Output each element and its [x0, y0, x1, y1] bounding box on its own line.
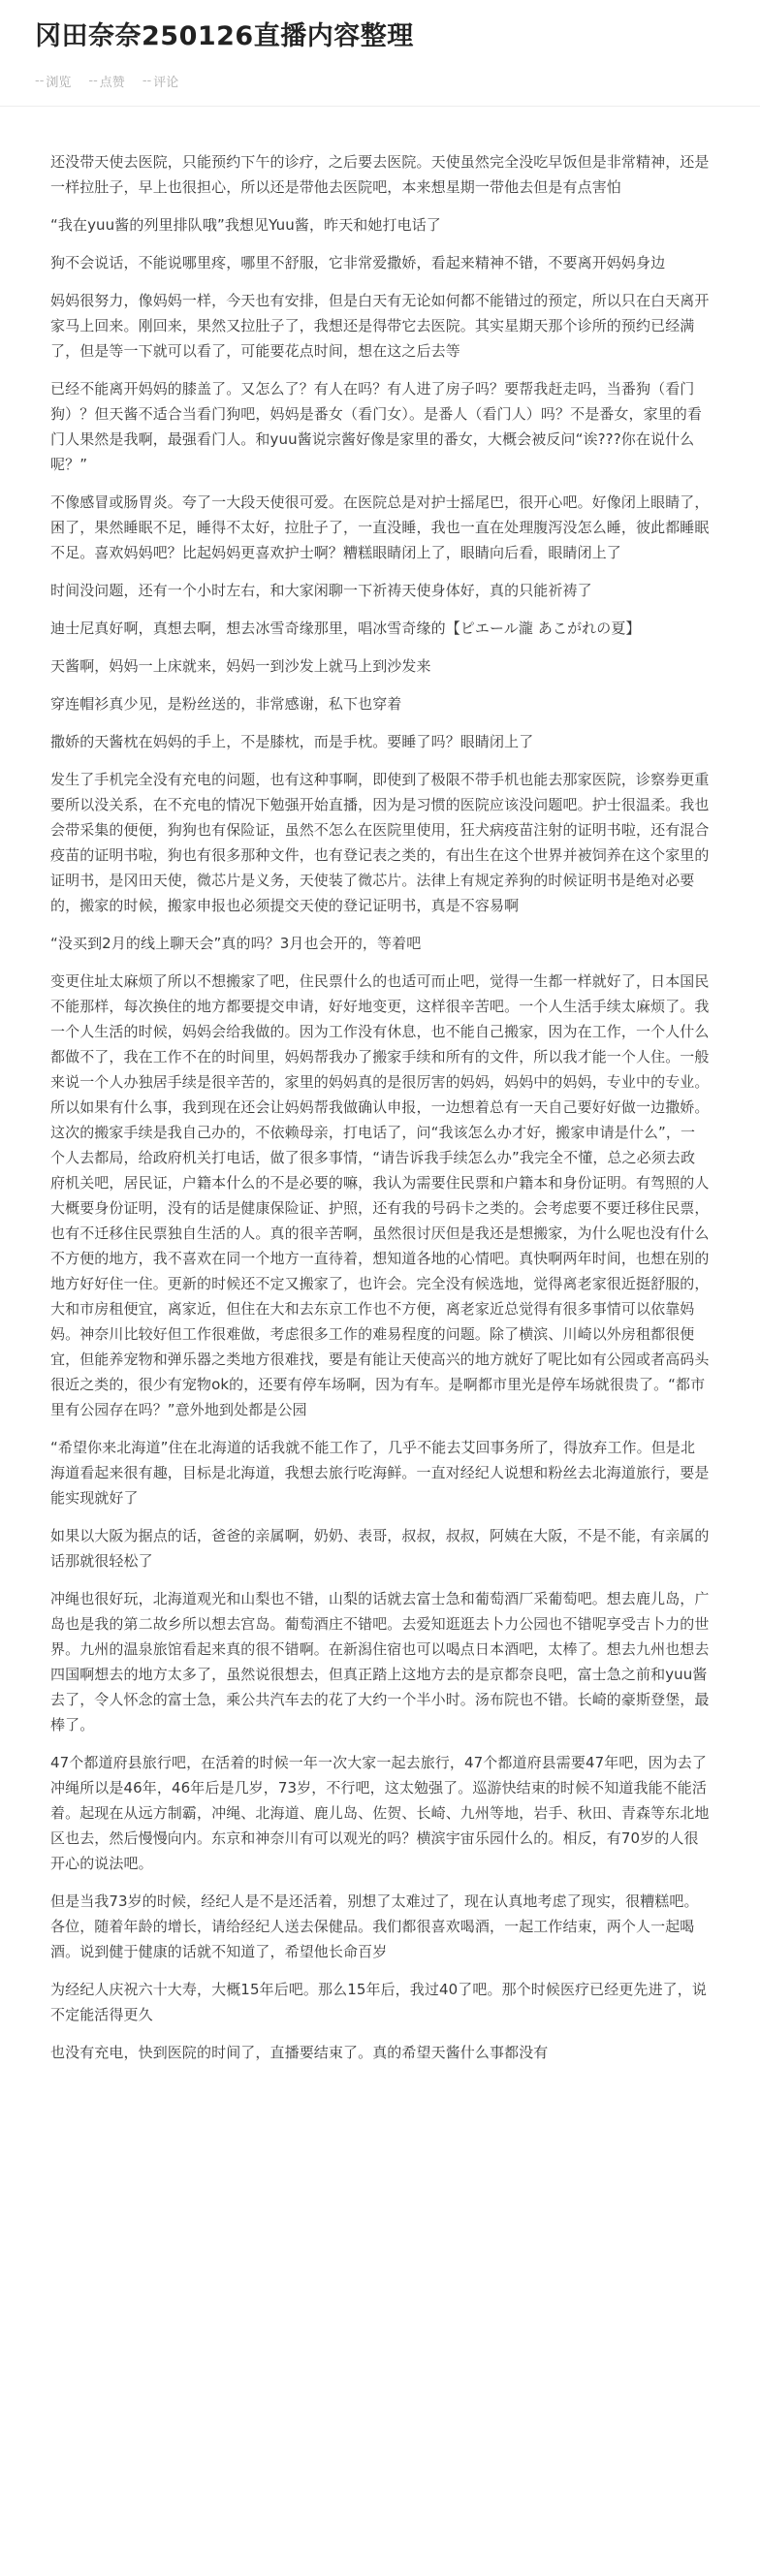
- paragraph: 撒娇的天酱枕在妈妈的手上，不是膝枕，而是手枕。要睡了吗？眼睛闭上了: [50, 733, 534, 750]
- paragraph: 穿连帽衫真少见，是粉丝送的，非常感谢，私下也穿着: [50, 695, 402, 713]
- paragraph: 不像感冒或肠胃炎。夸了一大段天使很可爱。在医院总是对护士摇尾巴，很开心吧。好像闭上眼睛了，困了，果然睡眠不足，睡得不太好，拉肚子了，一直没睡，我也一直在处理腹泻没怎么睡，彼此都睡眠不足。喜欢妈妈吧？比起妈妈更喜欢护士啊？糟糕眼睛闭上了，眼睛向后看，眼睛闭上了: [50, 493, 710, 561]
- article-title: 冈田奈奈250126直播内容整理: [35, 21, 414, 51]
- paragraph: 为经纪人庆祝六十大寿，大概15年后吧。那么15年后，我过40了吧。那个时候医疗已经更先进了，说不定能活得更久: [50, 1981, 707, 2023]
- article-meta: [35, 72, 725, 90]
- paragraph: “没买到2月的线上聊天会”真的吗？3月也会开的，等着吧: [50, 935, 422, 952]
- like-icon: --: [88, 74, 98, 88]
- paragraph: 也没有充电，快到医院的时间了，直播要结束了。真的希望天酱什么事都没有: [50, 2044, 549, 2061]
- article-header: [0, 0, 760, 90]
- article-body: [0, 107, 760, 2065]
- paragraph: 时间没问题，还有一个小时左右，和大家闲聊一下祈祷天使身体好，真的只能祈祷了: [50, 582, 592, 599]
- paragraph: “希望你来北海道”住在北海道的话我就不能工作了，几乎不能去艾回事务所了，得放弃工作。但是北海道看起来很有趣，目标是北海道，我想去旅行吃海鲜。一直对经纪人说想和粉丝去北海道旅行，要是能实现就好了: [50, 1439, 710, 1507]
- comments-stat[interactable]: [142, 72, 178, 90]
- paragraph: 47个都道府县旅行吧，在活着的时候一年一次大家一起去旅行，47个都道府县需要47年吧，因为去了冲绳所以是46年，46年后是几岁，73岁，不行吧，这太勉强了。巡游快结束的时候不知道我能不能活着。起现在从远方制霸，冲绳、北海道、鹿儿岛、佐贺、长崎、九州等地，岩手、秋田、青森等东北地区也去，然后慢慢向内。东京和神奈川有可以观光的吗？横滨宇宙乐园什么的。相反，有70岁的人很开心的说法吧。: [50, 1754, 710, 1872]
- paragraph: 迪士尼真好啊，真想去啊，想去冰雪奇缘那里，唱冰雪奇缘的【ピエール瀧 あこがれの夏】: [50, 620, 641, 637]
- paragraph: 妈妈很努力，像妈妈一样，今天也有安排，但是白天有无论如何都不能错过的预定，所以只在白天离开家马上回来。刚回来，果然又拉肚子了，我想还是得带它去医院。其实星期天那个诊所的预约已经满了，但是等一下就可以看了，可能要花点时间，想在这之后去等: [50, 292, 710, 360]
- paragraph: 如果以大阪为据点的话，爸爸的亲属啊，奶奶、表哥，叔叔，叔叔，阿姨在大阪，不是不能，有亲属的话那就很轻松了: [50, 1527, 710, 1570]
- likes-label: 点赞: [99, 76, 125, 90]
- paragraph: 冲绳也很好玩，北海道观光和山梨也不错，山梨的话就去富士急和葡萄酒厂采葡萄吧。想去鹿儿岛，广岛也是我的第二故乡所以想去宫岛。葡萄酒庄不错吧。去爱知逛逛去卜力公园也不错呢享受吉卜力的世界。九州的温泉旅馆看起来真的很不错啊。在新潟住宿也可以喝点日本酒吧，太棒了。想去九州也想去四国啊想去的地方太多了，虽然说很想去，但真正踏上这地方去的是京都奈良吧，富士急之前和yuu酱去了，令人怀念的富士急，乘公共汽车去的花了大约一个半小时。汤布院也不错。长崎的豪斯登堡，最棒了。: [50, 1590, 710, 1733]
- paragraph: 但是当我73岁的时候，经纪人是不是还活着，别想了太难过了，现在认真地考虑了现实，很糟糕吧。各位，随着年龄的增长，请给经纪人送去保健品。我们都很喜欢喝酒，一起工作结束，两个人一起喝酒。说到健于健康的话就不知道了，希望他长命百岁: [50, 1892, 699, 1960]
- comment-icon: --: [142, 74, 152, 88]
- views-icon: --: [35, 74, 45, 88]
- paragraph: 发生了手机完全没有充电的问题，也有这种事啊，即使到了极限不带手机也能去那家医院，诊察券更重要所以没关系，在不充电的情况下勉强开始直播，因为是习惯的医院应该没问题吧。护士很温柔。我也会带采集的便便，狗狗也有保险证，虽然不怎么在医院里使用，狂犬病疫苗注射的证明书啦，还有混合疫苗的证明书啦，狗也有很多那种文件，也有登记表之类的，有出生在这个世界并被饲养在这个家里的证明书，是冈田天使，微芯片是义务，天使装了微芯片。法律上有规定养狗的时候证明书是绝对必要的，搬家的时候，搬家申报也必须提交天使的登记证明书，真是不容易啊: [50, 771, 710, 914]
- paragraph: 狗不会说话，不能说哪里疼，哪里不舒服，它非常爱撒娇，看起来精神不错，不要离开妈妈身边: [50, 254, 666, 271]
- views-stat[interactable]: [35, 72, 71, 90]
- paragraph: 还没带天使去医院，只能预约下午的诊疗，之后要去医院。天使虽然完全没吃早饭但是非常精神，还是一样拉肚子，早上也很担心，所以还是带他去医院吧，本来想星期一带他去但是有点害怕: [50, 153, 710, 196]
- paragraph: 天酱啊，妈妈一上床就来，妈妈一到沙发上就马上到沙发来: [50, 657, 431, 675]
- paragraph: 变更住址太麻烦了所以不想搬家了吧，住民票什么的也适可而止吧，觉得一生都一样就好了，日本国民不能那样，每次换住的地方都要提交申请，好好地变更，这样很辛苦吧。一个人生活手续太麻烦了。我一个人生活的时候，妈妈会给我做的。因为工作没有休息，也不能自己搬家，因为在工作，一个人什么都做不了，我在工作不在的时间里，妈妈帮我办了搬家手续和所有的文件，所以我才能一个人住。一般来说一个人办独居手续是很辛苦的，家里的妈妈真的是很厉害的妈妈，妈妈中的妈妈，专业中的专业。所以如果有什么事，我到现在还会让妈妈帮我做确认申报，一边想着总有一天自己要好好做一边撒娇。这次的搬家手续是我自己办的，不依赖母亲，打电话了，问“我该怎么办才好，搬家申请是什么”，一个人去都局，给政府机关打电话，做了很多事情，“请告诉我手续怎么办”我完全不懂，总之必须去政府机关吧，居民证，户籍本什么的不是必要的嘛，我认为需要住民票和户籍本和身份证明。有驾照的人大概要身份证明，没有的话是健康保险证、护照，还有我的号码卡之类的。会考虑要不要迁移住民票，也有不迁移住民票独自生活的人。真的很辛苦啊，虽然很讨厌但是我还是想搬家，为什么呢也没有什么不方便的地方，我不喜欢在同一个地方一直待着，想知道各地的心情吧。真快啊两年时间，也想在别的地方好好住一住。更新的时候还不定又搬家了，也许会。完全没有候选地，觉得离老家很近挺舒服的，大和市房租便宜，离家近，但住在大和去东京工作也不方便，离老家近总觉得有很多事情可以依靠妈妈。神奈川比较好但工作很难做，考虑很多工作的难易程度的问题。除了横滨、川崎以外房租都很便宜，但能养宠物和弹乐器之类地方很难找，要是有能让天使高兴的地方就好了呢比如有公园或者高码头很近之类的，很少有宠物ok的，还要有停车场啊，因为有车。是啊都市里光是停车场就很贵了。“都市里有公园存在吗？”意外地到处都是公园: [50, 972, 710, 1418]
- likes-stat[interactable]: [88, 72, 124, 90]
- paragraph: “我在yuu酱的列里排队哦”我想见Yuu酱，昨天和她打电话了: [50, 216, 441, 234]
- views-label: 浏览: [46, 76, 72, 90]
- comments-label: 评论: [153, 76, 179, 90]
- paragraph: 已经不能离开妈妈的膝盖了。又怎么了？有人在吗？有人进了房子吗？要帮我赶走吗，当番狗（看门狗）？但天酱不适合当看门狗吧，妈妈是番女（看门女）。是番人（看门人）吗？不是番女，家里的看门人果然是我啊，最强看门人。和yuu酱说宗酱好像是家里的番女，大概会被反问“诶???你在说什么呢？”: [50, 380, 703, 473]
